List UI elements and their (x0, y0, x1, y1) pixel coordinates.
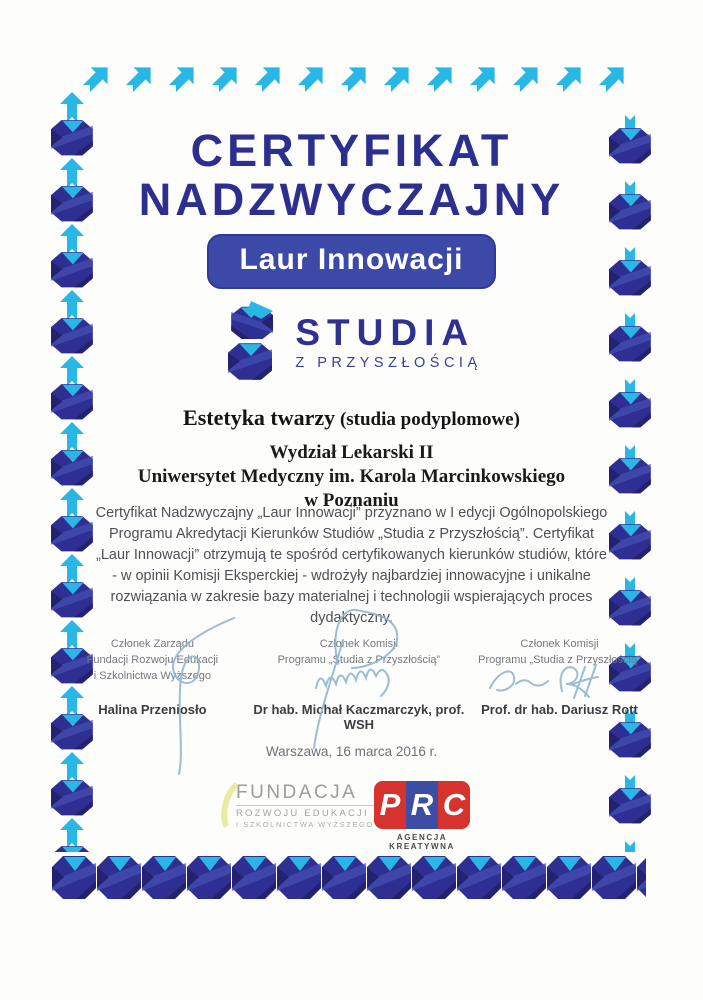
certificate-body-text: Certyfikat Nadzwyczajny „Laur Innowacji” przyznano w I edycji Ogólnopolskiego Programu Akredytacji Kierunków Studiów „Studia z Przyszłością”. Certyfikat „Laur Innowacji” otrzymują te spośród certyfikowanych kierunków studiów, które - w opinii Komisji Eksperckiej - wdrożyły najbardziej innowacyjne i unikalne rozwiązania w zakresie bazy materialnej i technologii wspierających proces dydaktyczny. (95, 505, 608, 626)
prc-logo-icon (374, 781, 470, 829)
role-line: Członek Komisji (520, 638, 599, 650)
signatory-right-name: Prof. dr hab. Dariusz Rott (481, 702, 638, 717)
role-line: Członek Komisji (319, 638, 399, 650)
role-line: Programu „Studia z Przyszłością” (478, 654, 641, 666)
title-line-2: NADZWYCZAJNY (138, 174, 565, 225)
role-line: Programu „Studia z Przyszłością” (277, 654, 441, 666)
signatory-center-name: Dr hab. Michał Kaczmarczyk, prof. WSH (253, 702, 465, 732)
award-badge: Laur Innowacji (207, 234, 495, 289)
signatory-center (247, 632, 471, 732)
role-line: Fundacji Rozwoju Edukacji (86, 654, 219, 666)
signatory-right-roles (471, 632, 648, 702)
fundacja-subtitle-1: ROZWOJU EDUKACJI (236, 805, 374, 819)
prc-letter-p: P (374, 781, 406, 829)
program-logo-subtitle: Z PRZYSZŁOŚCIĄ (295, 354, 482, 371)
fundacja-subtitle-2: I SZKOLNICTWA WYŻSZEGO (236, 820, 374, 829)
prc-tagline: AGENCJA KREATYWNA (389, 833, 455, 851)
border-gem-pattern-bottom (52, 849, 646, 905)
course-name: Estetyka twarzy (183, 405, 336, 430)
program-logo (70, 301, 633, 383)
role-line: i Szkolnictwa Wyższego (93, 670, 212, 682)
course-type: (studia podyplomowe) (335, 409, 520, 430)
date-line: Warszawa, 16 marca 2016 r. (265, 744, 438, 759)
certificate-title (70, 126, 633, 224)
institution-line-2: Uniwersytet Medyczny im. Karola Marcinkowskiego (137, 466, 566, 487)
prc-letter-r: R (406, 781, 438, 829)
award-badge-row (70, 234, 633, 289)
institution-line-1: Wydział Lekarski II (269, 442, 434, 463)
program-logo-name: STUDIA (295, 311, 476, 353)
studia-s-logo-icon (221, 301, 279, 383)
signatory-right (471, 632, 648, 732)
course-line (70, 405, 633, 431)
border-arrow-pattern-top (76, 57, 638, 99)
title-line-1: CERTYFIKAT (190, 125, 513, 176)
signatories-row (58, 632, 648, 732)
prc-letter-c: C (438, 781, 470, 829)
institution-line-3: w Poznaniu (304, 490, 399, 511)
prc-logo (374, 781, 470, 851)
signatory-left (58, 632, 247, 732)
signatory-left-roles (58, 632, 247, 702)
signatory-center-roles (247, 632, 471, 702)
fundacja-logo (236, 783, 374, 829)
program-logo-text (295, 311, 482, 371)
fundacja-name: FUNDACJA (236, 782, 358, 803)
signatory-left-name: Halina Przeniosło (98, 702, 207, 717)
role-line: Członek Zarządu (110, 638, 194, 650)
